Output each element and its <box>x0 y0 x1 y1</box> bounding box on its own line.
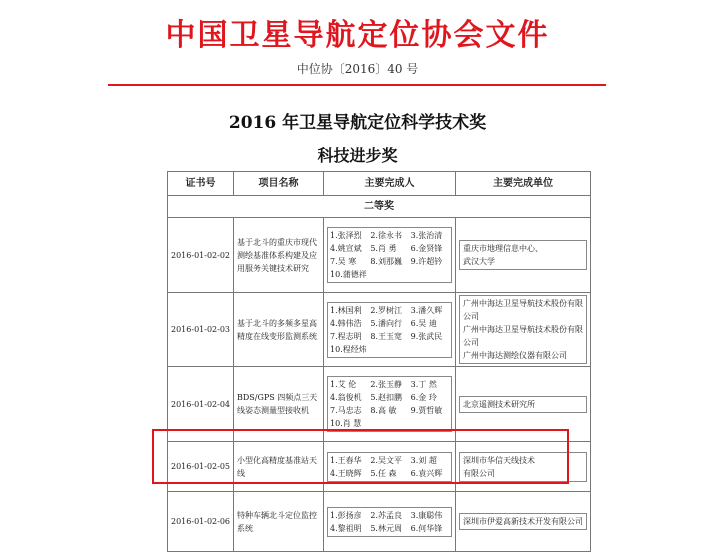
header-divider <box>108 84 606 86</box>
units-list <box>459 295 587 364</box>
table-header-row <box>168 172 591 196</box>
header-people: 主要完成人 <box>324 172 456 196</box>
cert-number: 2016-01-02-02 <box>168 218 234 293</box>
person-name: 4.姚宣斌 <box>330 244 362 253</box>
unit-name: 深圳市伊爱高新技术开发有限公司 <box>463 517 584 526</box>
cert-number: 2016-01-02-05 <box>168 442 234 492</box>
people-cell <box>324 492 456 552</box>
award-subtitle: 科技进步奖 <box>317 146 398 165</box>
person-name: 6.金贤锋 <box>410 244 443 253</box>
person-name: 3.丁 然 <box>410 380 437 389</box>
units-cell <box>456 293 591 367</box>
person-name: 3.康聪伟 <box>410 510 443 520</box>
person-name: 6.吴 迪 <box>410 318 437 328</box>
grade-row <box>168 196 591 218</box>
people-list <box>327 507 452 537</box>
people-list <box>327 302 452 358</box>
person-name: 2.吴文平 <box>370 455 402 465</box>
cert-number: 2016-01-02-03 <box>168 293 234 367</box>
person-name: 2.苏孟良 <box>370 510 402 520</box>
project-name: 特种车辆北斗定位监控系统 <box>234 492 324 552</box>
awards-table <box>167 171 591 552</box>
people-cell <box>324 218 456 293</box>
unit-name: 有限公司 <box>463 468 496 478</box>
person-name: 4.翁俊机 <box>330 393 362 402</box>
person-name: 7.程志明 <box>330 331 362 341</box>
person-name: 10.肖 慧 <box>330 419 362 428</box>
person-name: 5.潘向行 <box>370 318 402 328</box>
project-name: BDS/GPS 四频点三天线姿态测量型接收机 <box>234 367 324 442</box>
person-name: 8.王玉宽 <box>370 331 402 341</box>
person-name: 6.何华锋 <box>410 523 443 533</box>
unit-name: 武汉大学 <box>463 257 496 266</box>
person-name: 10.程经炜 <box>330 344 367 354</box>
project-name: 基于北斗的多频多星高精度在线变形监测系统 <box>234 293 324 367</box>
person-name: 6.金 玲 <box>410 393 437 402</box>
person-name: 1.张泽烈 <box>330 231 362 240</box>
unit-name: 深圳市华信天线技术 <box>463 455 536 465</box>
grade-label: 二等奖 <box>168 196 591 218</box>
document-number: 中位协〔2016〕40 号 <box>296 62 419 76</box>
units-list <box>459 396 587 413</box>
person-name: 8.高 敏 <box>370 406 397 415</box>
person-name: 9.张武民 <box>410 331 443 341</box>
person-name: 4.韩伟浩 <box>330 318 362 328</box>
project-name: 基于北斗的重庆市现代测绘基准体系构建及应用服务关键技术研究 <box>234 218 324 293</box>
unit-name: 广州中海达卫星导航技术股份有限公司 <box>463 325 584 347</box>
people-list <box>327 227 452 283</box>
person-name: 3.潘久辉 <box>410 305 443 315</box>
person-name: 1.林国利 <box>330 305 362 315</box>
person-name: 5.林元周 <box>370 523 402 533</box>
person-name: 5.肖 勇 <box>370 244 397 253</box>
people-list <box>327 376 452 432</box>
person-name: 7.马忠志 <box>330 406 362 415</box>
units-cell <box>456 492 591 552</box>
person-name: 1.王春华 <box>330 455 362 465</box>
document-header-title: 中国卫星导航定位协会文件 <box>165 18 550 53</box>
unit-name: 广州中海达测绘仪器有限公司 <box>463 351 568 360</box>
person-name: 6.袁兴辉 <box>410 468 443 478</box>
person-name: 1.彭扬彦 <box>330 510 362 520</box>
cert-number: 2016-01-02-04 <box>168 367 234 442</box>
units-cell <box>456 218 591 293</box>
highlight-box <box>152 429 569 484</box>
unit-name: 广州中海达卫星导航技术股份有限公司 <box>463 299 584 321</box>
table-row <box>168 293 591 367</box>
person-name: 1.艾 伦 <box>330 380 357 389</box>
person-name: 3.刘 超 <box>410 455 437 465</box>
units-list <box>459 513 587 530</box>
person-name: 9.贾哲敏 <box>410 406 443 415</box>
person-name: 8.刘那巍 <box>370 257 402 266</box>
award-title: 2016 年卫星导航定位科学技术奖 <box>228 113 487 133</box>
person-name: 9.许超钤 <box>410 257 443 266</box>
person-name: 7.吴 寒 <box>330 257 357 266</box>
person-name: 4.王晓辉 <box>330 468 362 478</box>
header-cert: 证书号 <box>168 172 234 196</box>
project-name: 小型化高精度基准站天线 <box>234 442 324 492</box>
people-cell <box>324 293 456 367</box>
table-row <box>168 492 591 552</box>
person-name: 10.蒲德祥 <box>330 270 367 279</box>
unit-name: 重庆市地理信息中心、 <box>463 244 544 253</box>
unit-name: 北京遥测技术研究所 <box>463 399 536 409</box>
person-name: 3.张治清 <box>410 231 443 240</box>
person-name: 2.罗树江 <box>370 305 402 315</box>
table-row <box>168 218 591 293</box>
header-project: 项目名称 <box>234 172 324 196</box>
person-name: 4.黎祖明 <box>330 523 362 533</box>
cert-number: 2016-01-02-06 <box>168 492 234 552</box>
person-name: 5.任 森 <box>370 468 397 478</box>
header-units: 主要完成单位 <box>456 172 591 196</box>
person-name: 2.张玉静 <box>370 380 402 389</box>
person-name: 5.赵扣鹏 <box>370 393 402 402</box>
units-list <box>459 240 587 270</box>
person-name: 2.徐永书 <box>370 231 402 240</box>
table-body <box>168 218 591 552</box>
